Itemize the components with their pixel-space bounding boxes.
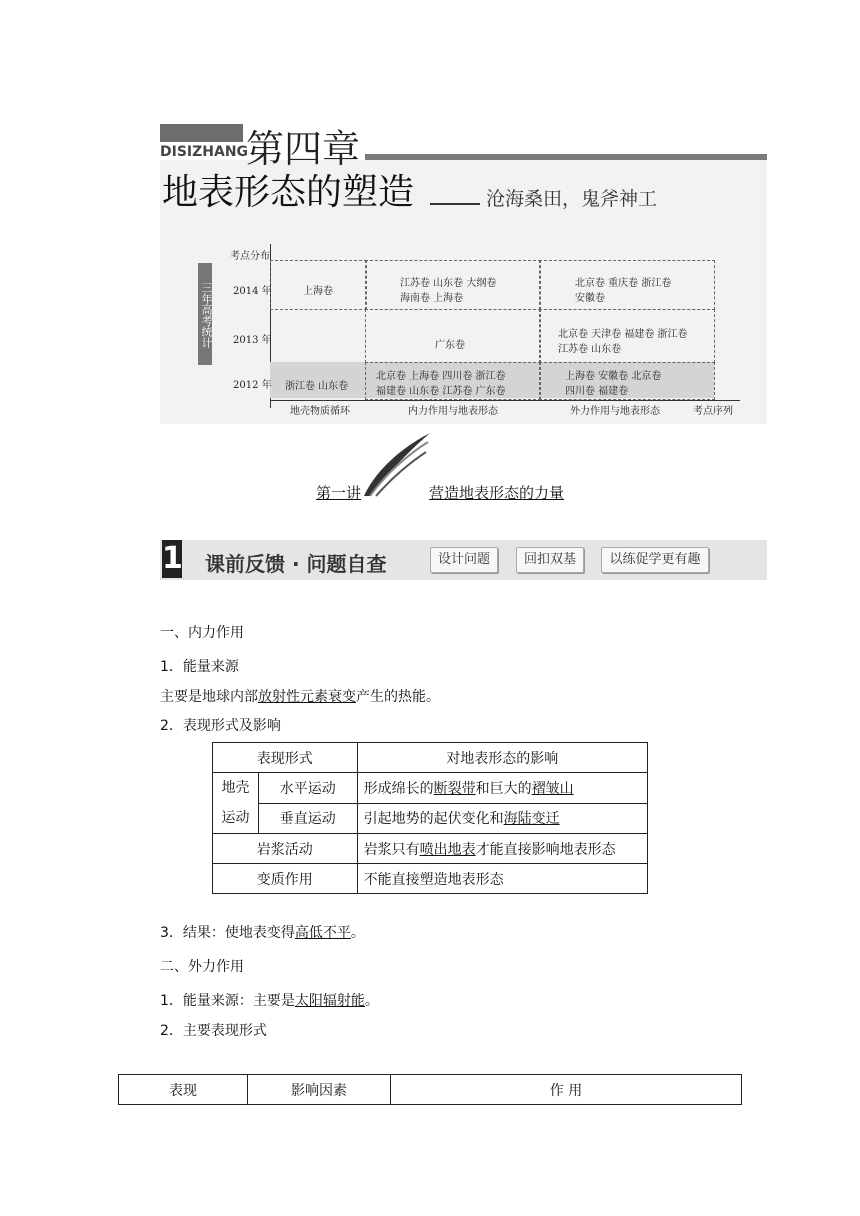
category-label: 内力作用与地表形态 (408, 406, 498, 417)
cell-text: 北京卷 上海卷 四川卷 浙江卷 (376, 371, 506, 382)
table-row (213, 773, 648, 804)
table-cell: 水平运动 (259, 773, 358, 804)
chapter-number: 第四章 (246, 127, 361, 171)
table-row (119, 1075, 742, 1105)
table-header: 影响因素 (248, 1075, 391, 1105)
cell-text: 海南卷 上海卷 (400, 293, 464, 304)
label: 3．结果 (160, 925, 211, 941)
table-cell: 岩浆活动 (213, 834, 358, 864)
answer-underline: 放射性元素衰变 (258, 689, 356, 705)
cell-text: 上海卷 安徽卷 北京卷 (565, 371, 662, 382)
section-number: 1 (162, 541, 183, 576)
cell-text: 福建卷 山东卷 江苏卷 广东卷 (376, 386, 506, 397)
table-row (213, 864, 648, 894)
subheading-main-forms: 2．主要表现形式 (160, 1023, 267, 1039)
table-header: 作 用 (391, 1075, 742, 1105)
cell-text: 江苏卷 山东卷 (558, 344, 622, 355)
axis-x (270, 400, 740, 401)
side-label: 三年高考统计 (198, 263, 212, 365)
answer-underline: 太阳辐射能 (294, 993, 365, 1009)
cell-text: 北京卷 天津卷 福建卷 浙江卷 (558, 329, 688, 340)
year-label: 2012 年 (233, 380, 272, 391)
text: 引起地势的起伏变化和 (363, 811, 504, 828)
text: 地壳 (221, 780, 250, 796)
subheading-energy-source: 1．能量来源 (160, 659, 239, 675)
practice-button[interactable]: 以练促学更有趣 (601, 547, 709, 573)
paragraph-external-energy (160, 990, 379, 1010)
banner-dark-block (160, 124, 243, 142)
axis-x-label: 考点序列 (693, 406, 733, 417)
answer-underline: 喷出地表 (419, 841, 476, 858)
heading-internal-force: 一、内力作用 (160, 625, 244, 641)
year-label: 2013 年 (233, 335, 272, 346)
paragraph-energy-source (160, 686, 440, 706)
table-header: 表现 (119, 1075, 248, 1105)
internal-force-table (212, 742, 648, 894)
table-header: 表现形式 (213, 743, 358, 773)
text: 。 (364, 993, 379, 1009)
cell-text: 广东卷 (435, 340, 465, 351)
text: ：使地表变得 (210, 925, 295, 941)
table-cell: 变质作用 (213, 864, 358, 894)
design-question-button[interactable]: 设计问题 (430, 547, 498, 573)
answer-underline: 断裂带 (433, 780, 476, 797)
chapter-title: 地表形态的塑造 (162, 172, 415, 213)
subtitle-dash (430, 203, 480, 205)
cell-text: 四川卷 福建卷 (565, 386, 629, 397)
cell-text: 北京卷 重庆卷 浙江卷 (575, 278, 672, 289)
section-title: 课前反馈 · 问题自查 (205, 552, 387, 576)
text: 岩浆只有 (363, 841, 420, 858)
cell-text: 上海卷 (303, 286, 333, 297)
category-label: 外力作用与地表形态 (570, 406, 660, 417)
text: 。 (350, 925, 365, 941)
answer-underline: 高低不平 (294, 925, 351, 941)
table-cell (357, 773, 647, 804)
table-header: 对地表形态的影响 (357, 743, 647, 773)
table-row (213, 803, 648, 834)
cell-text: 江苏卷 山东卷 大纲卷 (400, 278, 497, 289)
section-bar (160, 540, 767, 580)
paragraph-result (160, 922, 365, 942)
year-label: 2014 年 (233, 286, 272, 297)
chapter-banner (160, 124, 767, 424)
cell-text: 浙江卷 山东卷 (285, 381, 349, 392)
table-cell (357, 834, 647, 864)
lecture-name: 营造地表形态的力量 (429, 484, 565, 502)
external-force-table (118, 1074, 742, 1105)
review-basics-button[interactable]: 回扣双基 (516, 547, 584, 573)
text: ：主要是 (238, 993, 295, 1009)
chapter-pinyin: DISIZHANG (160, 144, 249, 160)
axis-y-label: 考点分布 (230, 251, 270, 262)
lecture-title (316, 430, 616, 510)
answer-underline: 海陆变迁 (503, 811, 560, 828)
lecture-number: 第一讲 (316, 484, 362, 502)
text: 才能直接影响地表形态 (475, 841, 616, 858)
crust-movement-cell (213, 773, 259, 834)
label: 1．能量来源 (160, 993, 239, 1009)
chapter-subtitle: 沧海桑田，鬼斧神工 (486, 188, 658, 210)
text: 运动 (221, 810, 250, 826)
heading-external-force: 二、外力作用 (160, 959, 244, 975)
table-cell (357, 803, 647, 834)
cell-text: 安徽卷 (575, 293, 605, 304)
text: 主要是地球内部 (160, 689, 258, 705)
table-row (213, 743, 648, 773)
table-cell: 不能直接塑造地表形态 (357, 864, 647, 894)
answer-underline: 褶皱山 (531, 780, 574, 797)
category-label: 地壳物质循环 (290, 406, 350, 417)
text: 形成绵长的 (363, 780, 434, 797)
text: 产生的热能。 (356, 689, 440, 705)
subheading-forms: 2．表现形式及影响 (160, 718, 281, 734)
text: 和巨大的 (475, 780, 532, 797)
brush-stroke-icon (356, 430, 436, 500)
table-row (213, 834, 648, 864)
table-cell: 垂直运动 (259, 803, 358, 834)
